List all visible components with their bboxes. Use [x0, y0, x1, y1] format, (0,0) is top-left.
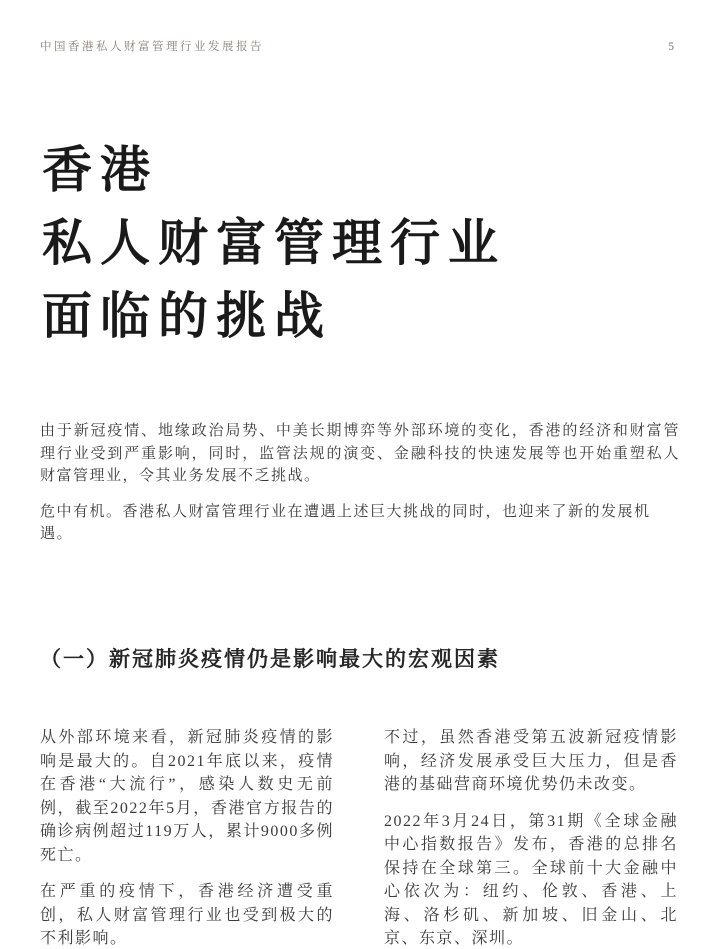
intro-paragraph-2: 危中有机。香港私人财富管理行业在遭遇上述巨大挑战的同时，也迎来了新的发展机遇。: [40, 503, 651, 542]
chapter-title-line-2: 私人财富管理行业: [42, 215, 506, 271]
intro-paragraph-1: 由于新冠疫情、地缘政治局势、中美长期博弈等外部环境的变化，香港的经济和财富管理行业受到严重影响，同时，监管法规的演变、金融科技的快速发展等也开始重塑私人财富管理业，令其业务发展不乏挑战。: [40, 423, 680, 484]
section-heading: （一）新冠肺炎疫情仍是影响最大的宏观因素: [40, 647, 500, 671]
right-column: [384, 726, 678, 949]
intro-section: [40, 420, 680, 546]
chapter-title-line-1: 香港: [42, 142, 158, 198]
right-column-paragraph-2: 2022年3月24日，第31期《全球金融中心指数报告》发布，香港的总排名保持在全球第三。全球前十大金融中心依次为：纽约、伦敦、香港、上海、洛杉矶、新加坡、旧金山、北京、东京、深圳。: [384, 812, 678, 947]
page-number: 5: [668, 41, 674, 53]
chapter-title-line-3: 面临的挑战: [42, 288, 332, 344]
left-column: [40, 726, 334, 949]
left-column-paragraph-2: 在严重的疫情下，香港经济遭受重创，私人财富管理行业也受到极大的不利影响。: [40, 883, 334, 947]
page-header: [40, 38, 678, 54]
two-column-body: [40, 726, 678, 949]
right-column-paragraph-1: 不过，虽然香港受第五波新冠疫情影响，经济发展承受巨大压力，但是香港的基础营商环境优势仍未改变。: [384, 729, 678, 793]
chapter-title: [42, 134, 506, 353]
running-header-title: 中国香港私人财富管理行业发展报告: [40, 41, 264, 53]
left-column-paragraph-1: 从外部环境来看，新冠肺炎疫情的影响是最大的。自2021年底以来，疫情在香港“大流行”，感染人数史无前例，截至2022年5月，香港官方报告的确诊病例超过119万人，累计9000多例死亡。: [40, 729, 334, 864]
